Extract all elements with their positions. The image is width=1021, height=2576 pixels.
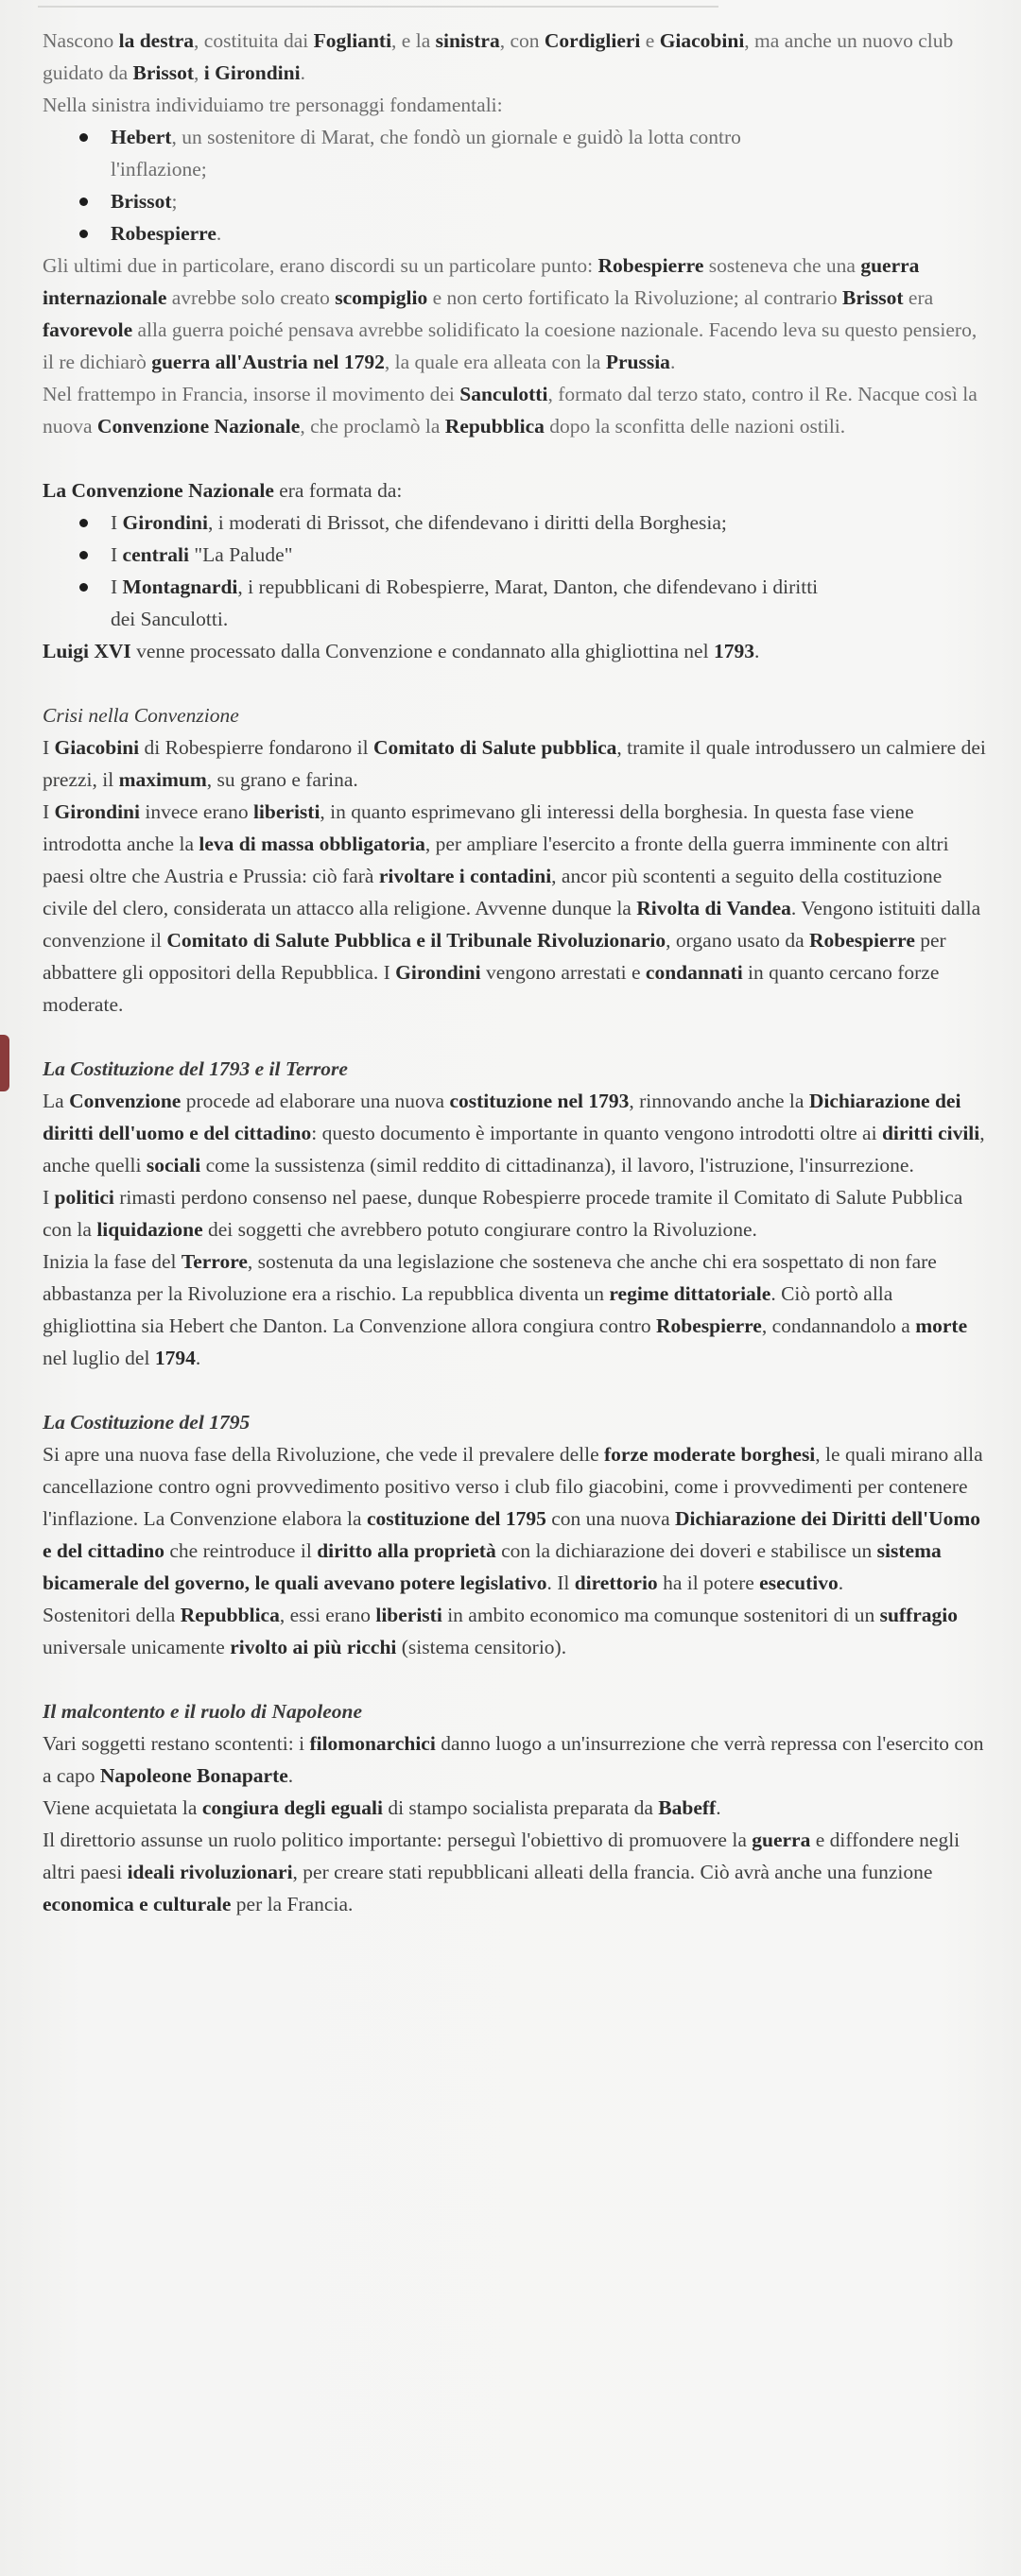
intro-paragraph: Nascono la destra, costituita dai Foglianti, e la sinistra, con Cordiglieri e Giacobini, ma anche un nuovo club guidato da Brissot, i Girondini. — [43, 29, 954, 84]
list-item: Hebert, un sostenitore di Marat, che fondò un giornale e guidò la lotta contro l'inflazione; — [43, 121, 988, 185]
section-title: Crisi nella Convenzione — [43, 704, 239, 727]
paragraph: Viene acquietata la congiura degli eguali di stampo socialista preparata da Babeff. — [43, 1796, 721, 1819]
paragraph: Si apre una nuova fase della Rivoluzione, che vede il prevalere delle forze moderate borghesi, le quali mirano alla cancellazione contro ogni provvedimento positivo verso i club filo giacobini, come i provvedimenti per contenere l'inflazione. La Convenzione elabora la costituzione del 1795 con una nuova Dichiarazione dei Diritti dell'Uomo e del cittadino che reintroduce il diritto alla proprietà con la dichiarazione dei doveri e stabilisce un sistema bicamerale del governo, le quali avevano potere legislativo. Il direttorio ha il potere esecutivo. — [43, 1443, 983, 1594]
convention-list — [43, 507, 988, 635]
section-title: Il malcontento e il ruolo di Napoleone — [43, 1700, 363, 1723]
paragraph: I Girondini invece erano liberisti, in quanto esprimevano gli interessi della borghesia. In questa fase viene introdotta anche la leva di massa obbligatoria, per ampliare l'esercito a fronte della guerra imminente con altri paesi oltre che Austria e Prussia: ciò farà rivoltare i contadini, ancor più scontenti a seguito della costituzione civile del clero, considerata un attacco alla religione. Avvenne dunque la Rivolta di Vandea. Vengono istituiti dalla convenzione il Comitato di Salute Pubblica e il Tribunale Rivoluzionario, organo usato da Robespierre per abbattere gli oppositori della Repubblica. I Girondini vengono arrestati e condannati in quanto cercano forze moderate. — [43, 800, 981, 1016]
list-item: I Girondini, i moderati di Brissot, che difendevano i diritti della Borghesia; — [43, 507, 988, 539]
document-body — [43, 25, 988, 1920]
left-figures-list — [43, 121, 988, 249]
paragraph: Sostenitori della Repubblica, essi erano liberisti in ambito economico ma comunque sostenitori di un suffragio universale unicamente rivolto ai più ricchi (sistema censitorio). — [43, 1604, 958, 1658]
section-title: La Costituzione del 1795 — [43, 1411, 251, 1434]
list-item: I Montagnardi, i repubblicani di Robespierre, Marat, Danton, che difendevano i diritti dei Sanculotti. — [43, 571, 988, 635]
sanculotti-paragraph: Nel frattempo in Francia, insorse il movimento dei Sanculotti, formato dal terzo stato, contro il Re. Nacque così la nuova Convenzione Nazionale, che proclamò la Repubblica dopo la sconfitta delle nazioni ostili. — [43, 383, 978, 438]
binding-mark — [0, 1035, 9, 1091]
paragraph: Vari soggetti restano scontenti: i filomonarchici danno luogo a un'insurrezione che verrà repressa con l'esercito con a capo Napoleone Bonaparte. — [43, 1732, 984, 1787]
left-figures-lead: Nella sinistra individuiamo tre personaggi fondamentali: — [43, 94, 503, 116]
section-title: La Costituzione del 1793 e il Terrore — [43, 1057, 348, 1080]
list-item: Robespierre. — [43, 217, 988, 249]
convention-lead: La Convenzione Nazionale era formata da: — [43, 479, 403, 502]
war-paragraph: Gli ultimi due in particolare, erano discordi su un particolare punto: Robespierre sosteneva che una guerra internazionale avrebbe solo creato scompiglio e non certo fortificato la Rivoluzione; al contrario Brissot era favorevole alla guerra poiché pensava avrebbe solidificato la coesione nazionale. Facendo leva su questo pensiero, il re dichiarò guerra all'Austria nel 1792, la quale era alleata con la Prussia. — [43, 254, 978, 373]
list-item: Brissot; — [43, 185, 988, 217]
paragraph: Inizia la fase del Terrore, sostenuta da una legislazione che sosteneva che anche chi era sospettato di non fare abbastanza per la Rivoluzione era a rischio. La repubblica diventa un regime dittatoriale. Ciò portò alla ghigliottina sia Hebert che Danton. La Convenzione allora congiura contro Robespierre, condannandolo a morte nel luglio del 1794. — [43, 1250, 968, 1369]
list-item: I centrali "La Palude" — [43, 539, 988, 571]
paragraph: I Giacobini di Robespierre fondarono il Comitato di Salute pubblica, tramite il quale introdussero un calmiere dei prezzi, il maximum, su grano e farina. — [43, 736, 986, 791]
louis-paragraph: Luigi XVI venne processato dalla Convenzione e condannato alla ghigliottina nel 1793. — [43, 640, 760, 662]
paragraph: I politici rimasti perdono consenso nel paese, dunque Robespierre procede tramite il Comitato di Salute Pubblica con la liquidazione dei soggetti che avrebbero potuto congiurare contro la Rivoluzione. — [43, 1186, 963, 1241]
top-rule — [38, 6, 718, 8]
paragraph: Il direttorio assunse un ruolo politico importante: perseguì l'obiettivo di promuovere la guerra e diffondere negli altri paesi ideali rivoluzionari, per creare stati repubblicani alleati della francia. Ciò avrà anche una funzione economica e culturale per la Francia. — [43, 1829, 960, 1915]
paragraph: La Convenzione procede ad elaborare una nuova costituzione nel 1793, rinnovando anche la Dichiarazione dei diritti dell'uomo e del cittadino: questo documento è importante in quanto vengono introdotti oltre ai diritti civili, anche quelli sociali come la sussistenza (simil reddito di cittadinanza), il lavoro, l'istruzione, l'insurrezione. — [43, 1090, 985, 1176]
